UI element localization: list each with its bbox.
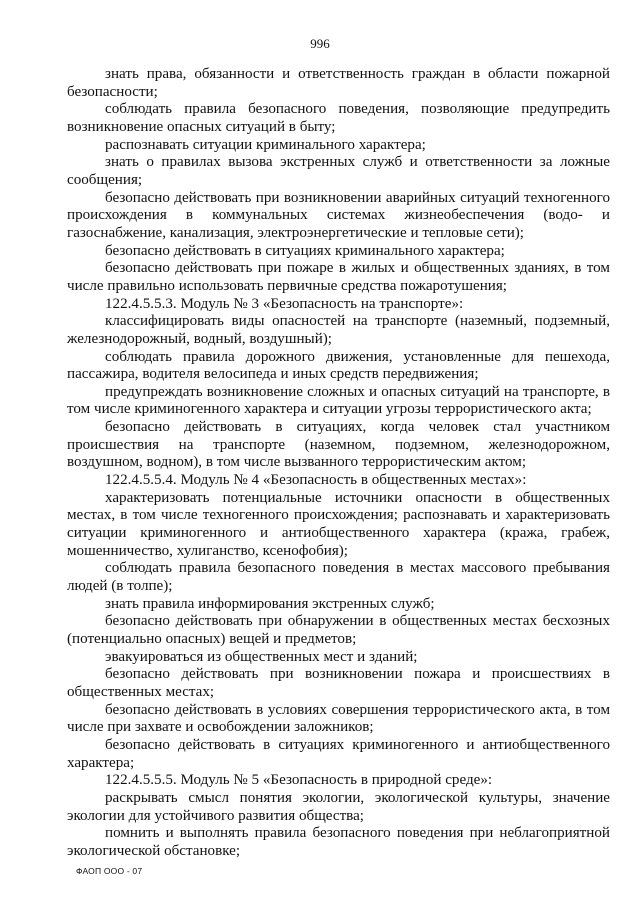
paragraph: безопасно действовать в условиях совершения террористического акта, в том числе при захвате и освобождении заложников; <box>67 701 610 736</box>
paragraph: эвакуироваться из общественных мест и зданий; <box>105 648 418 665</box>
paragraph: раскрывать смысл понятия экологии, экологической культуры, значение экологии для устойчивого развития общества; <box>67 789 610 824</box>
paragraph: безопасно действовать в ситуациях криминогенного и антиобщественного характера; <box>67 736 610 771</box>
paragraph: безопасно действовать при обнаружении в общественных местах бесхозных (потенциально опасных) вещей и предметов; <box>67 613 610 647</box>
paragraph: безопасно действовать в ситуациях криминального характера; <box>105 242 505 259</box>
footer-code: ФАОП ООО - 07 <box>76 866 143 876</box>
paragraph: безопасно действовать при пожаре в жилых и общественных зданиях, в том числе правильно использовать первичные средства пожаротушения; <box>67 260 610 294</box>
section-heading-module-4: 122.4.5.5.4. Модуль № 4 «Безопасность в общественных местах»: <box>105 472 527 489</box>
paragraph: знать права, обязанности и ответственность граждан в области пожарной безопасности; <box>67 66 610 100</box>
paragraph: безопасно действовать при возникновении пожара и происшествиях в общественных местах; <box>67 666 610 700</box>
paragraph: соблюдать правила безопасного поведения, позволяющие предупредить возникновение опасных ситуаций в быту; <box>67 101 610 135</box>
paragraph: знать о правилах вызова экстренных служб и ответственности за ложные сообщения; <box>67 154 610 188</box>
paragraph: знать правила информирования экстренных служб; <box>105 595 435 612</box>
paragraph: безопасно действовать в ситуациях, когда человек стал участником происшествия на транспорте (наземном, подземном, железнодорожном, воздушном, водном), в том числе вызванного террористическим актом; <box>67 419 610 471</box>
section-heading-module-3: 122.4.5.5.3. Модуль № 3 «Безопасность на транспорте»: <box>105 295 464 312</box>
paragraph: помнить и выполнять правила безопасного поведения при неблагоприятной экологической обстановке; <box>67 825 610 859</box>
paragraph: характеризовать потенциальные источники опасности в общественных местах, в том числе техногенного происхождения; распознавать и характеризовать ситуации криминогенного и антиобщественного характера (кража, грабеж, мошенничество, хулиганство, ксенофобия); <box>67 489 610 559</box>
page-body <box>67 66 610 861</box>
paragraph: классифицировать виды опасностей на транспорте (наземный, подземный, железнодорожный, водный, воздушный); <box>67 313 610 347</box>
paragraph: соблюдать правила безопасного поведения в местах массового пребывания людей (в толпе); <box>67 560 610 595</box>
paragraph: безопасно действовать при возникновении аварийных ситуаций техногенного происхождения в коммунальных системах жизнеобеспечения (водо- и газоснабжение, канализация, электроэнергетические и тепловые сети); <box>67 189 610 241</box>
paragraph: предупреждать возникновение сложных и опасных ситуаций на транспорте, в том числе криминогенного характера и ситуации угрозы террористического акта; <box>67 383 610 418</box>
page-number: 996 <box>310 36 330 51</box>
paragraph: соблюдать правила дорожного движения, установленные для пешехода, пассажира, водителя велосипеда и иных средств передвижения; <box>67 348 610 383</box>
paragraph: распознавать ситуации криминального характера; <box>105 136 426 153</box>
section-heading-module-5: 122.4.5.5.5. Модуль № 5 «Безопасность в природной среде»: <box>105 772 493 789</box>
